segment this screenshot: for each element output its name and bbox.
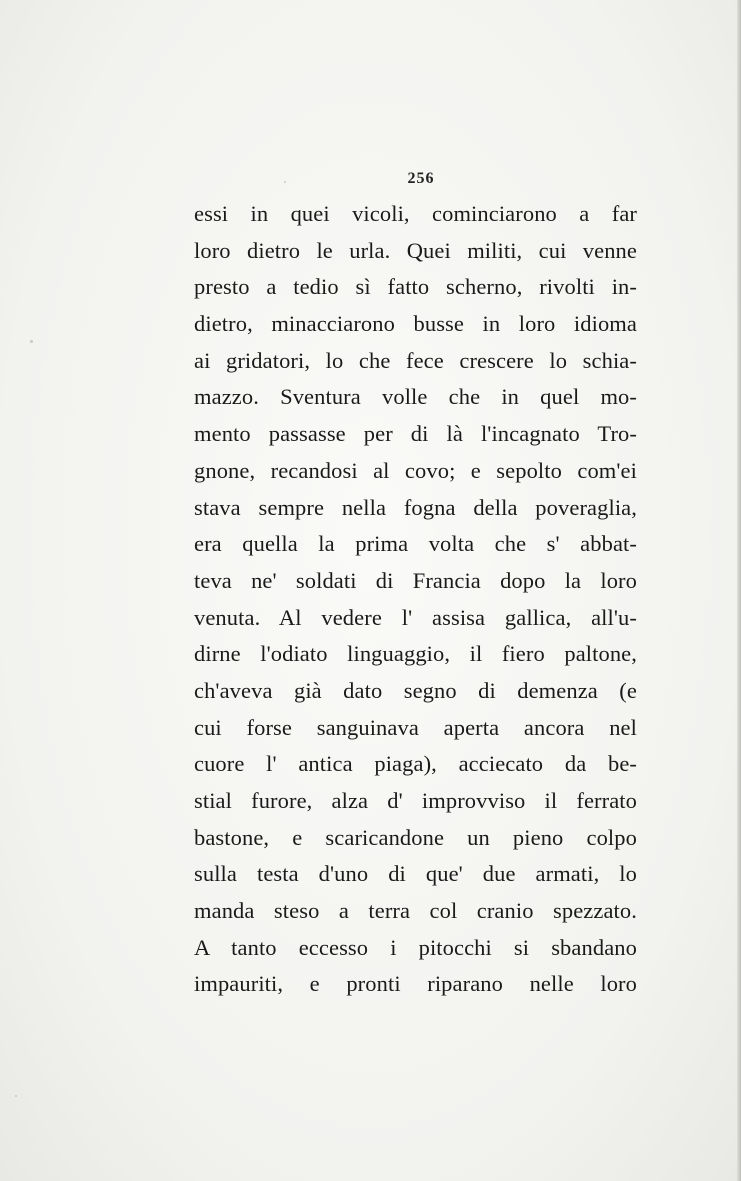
text-line: ch'aveva già dato segno di demenza (e [194, 677, 637, 703]
text-line: presto a tedio sì fatto scherno, rivolti in- [194, 274, 637, 300]
text-line: bastone, e scaricandone un pieno colpo [194, 824, 637, 850]
text-line: loro dietro le urla. Quei militi, cui venne [194, 237, 637, 263]
text-line: era quella la prima volta che s' abbat- [194, 531, 637, 557]
text-line: dirne l'odiato linguaggio, il fiero paltone, [194, 641, 637, 667]
text-line: dietro, minacciarono busse in loro idioma [194, 311, 637, 337]
text-line: cuore l' antica piaga), acciecato da be- [194, 751, 637, 777]
text-line: A tanto eccesso i pitocchi si sbandano [194, 934, 637, 960]
text-line: stial furore, alza d' improvviso il ferrato [194, 788, 637, 813]
text-line: impauriti, e pronti riparano nelle loro [194, 971, 637, 997]
text-line: stava sempre nella fogna della poveraglia, [194, 494, 637, 520]
body-text [194, 196, 637, 1003]
text-line: sulla testa d'uno di que' due armati, lo [194, 861, 637, 887]
paper-speck [15, 1095, 17, 1097]
text-line: ai gridatori, lo che fece crescere lo schia- [194, 347, 637, 373]
text-line: cui forse sanguinava aperta ancora nel [194, 714, 637, 740]
text-line: mazzo. Sventura volle che in quel mo- [194, 384, 637, 410]
text-line: teva ne' soldati di Francia dopo la loro [194, 567, 637, 593]
page-edge [737, 0, 741, 1181]
page-number: 256 [407, 170, 435, 187]
paper-speck [30, 340, 33, 343]
paper-speck [284, 181, 286, 183]
text-line: gnone, recandosi al covo; e sepolto com'ei [194, 457, 637, 483]
text-line: venuta. Al vedere l' assisa gallica, all'u- [194, 604, 637, 630]
text-line: manda steso a terra col cranio spezzato. [194, 898, 637, 924]
text-line: mento passasse per di là l'incagnato Tro- [194, 421, 637, 447]
text-line: essi in quei vicoli, cominciarono a far [194, 201, 637, 226]
